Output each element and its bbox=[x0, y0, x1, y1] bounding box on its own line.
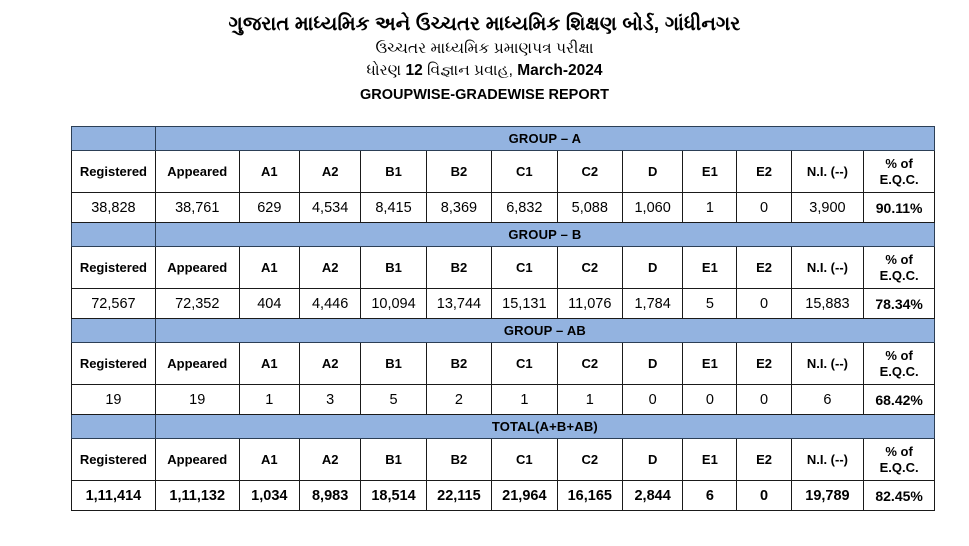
column-header-1: Appeared bbox=[155, 151, 239, 193]
group-banner-spacer bbox=[72, 223, 156, 247]
column-header-3: A2 bbox=[299, 151, 360, 193]
page-title: ગુજરાત માધ્યમિક અને ઉચ્ચતર માધ્યમિક શિક્ષણ બોર્ડ, ગાંધીનગર bbox=[228, 13, 741, 35]
eqc-line-2: E.Q.C. bbox=[879, 267, 919, 283]
column-header-7: C2 bbox=[557, 343, 622, 385]
column-header-9: E1 bbox=[683, 343, 737, 385]
cell-b1: 18,514 bbox=[361, 481, 426, 511]
column-header-3: A2 bbox=[299, 343, 360, 385]
eqc-line-1: % of bbox=[885, 348, 913, 364]
column-header-1: Appeared bbox=[155, 343, 239, 385]
cell-e2: 0 bbox=[737, 385, 791, 415]
page-subtitle-standard bbox=[0, 61, 969, 82]
column-header-3: A2 bbox=[299, 247, 360, 289]
cell-c1: 6,832 bbox=[492, 193, 557, 223]
cell-b2: 2 bbox=[426, 385, 491, 415]
column-header-eqc bbox=[864, 247, 935, 289]
stream-label: વિજ્ઞાન પ્રવાહ, bbox=[422, 62, 518, 80]
column-header-6: C1 bbox=[492, 343, 557, 385]
column-header-6: C1 bbox=[492, 247, 557, 289]
cell-percent-eqc: 82.45% bbox=[864, 481, 935, 511]
column-header-6: C1 bbox=[492, 439, 557, 481]
page-header bbox=[0, 0, 969, 106]
cell-c2: 16,165 bbox=[557, 481, 622, 511]
cell-registered: 1,11,414 bbox=[72, 481, 156, 511]
eqc-line-1: % of bbox=[885, 252, 913, 268]
cell-a1: 1,034 bbox=[239, 481, 299, 511]
column-header-10: E2 bbox=[737, 151, 791, 193]
column-header-8: D bbox=[622, 247, 682, 289]
column-header-11: N.I. (--) bbox=[791, 151, 864, 193]
group-banner-spacer bbox=[72, 415, 156, 439]
cell-c1: 15,131 bbox=[492, 289, 557, 319]
group-banner-label: GROUP – AB bbox=[155, 319, 934, 343]
cell-b1: 5 bbox=[361, 385, 426, 415]
column-header-8: D bbox=[622, 343, 682, 385]
column-header-row bbox=[72, 343, 935, 385]
cell-a2: 3 bbox=[299, 385, 360, 415]
column-header-4: B1 bbox=[361, 343, 426, 385]
cell-appeared: 1,11,132 bbox=[155, 481, 239, 511]
table-row bbox=[72, 481, 935, 511]
column-header-9: E1 bbox=[683, 439, 737, 481]
column-header-row bbox=[72, 247, 935, 289]
group-banner-row bbox=[72, 319, 935, 343]
column-header-4: B1 bbox=[361, 439, 426, 481]
report-type-title: GROUPWISE-GRADEWISE REPORT bbox=[360, 87, 609, 104]
column-header-row bbox=[72, 439, 935, 481]
eqc-line-2: E.Q.C. bbox=[879, 171, 919, 187]
table-row bbox=[72, 385, 935, 415]
column-header-5: B2 bbox=[426, 343, 491, 385]
cell-e1: 5 bbox=[683, 289, 737, 319]
cell-a2: 8,983 bbox=[299, 481, 360, 511]
cell-b2: 8,369 bbox=[426, 193, 491, 223]
column-header-11: N.I. (--) bbox=[791, 439, 864, 481]
cell-a2: 4,534 bbox=[299, 193, 360, 223]
eqc-line-1: % of bbox=[885, 156, 913, 172]
report-table-container bbox=[71, 126, 935, 511]
column-header-8: D bbox=[622, 439, 682, 481]
column-header-0: Registered bbox=[72, 247, 156, 289]
column-header-1: Appeared bbox=[155, 247, 239, 289]
column-header-3: A2 bbox=[299, 439, 360, 481]
cell-b2: 22,115 bbox=[426, 481, 491, 511]
cell-d: 1,784 bbox=[622, 289, 682, 319]
column-header-5: B2 bbox=[426, 247, 491, 289]
column-header-row bbox=[72, 151, 935, 193]
table-row bbox=[72, 289, 935, 319]
cell-n-i: 19,789 bbox=[791, 481, 864, 511]
cell-a1: 1 bbox=[239, 385, 299, 415]
cell-d: 0 bbox=[622, 385, 682, 415]
column-header-0: Registered bbox=[72, 151, 156, 193]
group-banner-spacer bbox=[72, 127, 156, 151]
cell-e2: 0 bbox=[737, 289, 791, 319]
cell-percent-eqc: 90.11% bbox=[864, 193, 935, 223]
group-banner-row bbox=[72, 415, 935, 439]
cell-e1: 6 bbox=[683, 481, 737, 511]
cell-b2: 13,744 bbox=[426, 289, 491, 319]
cell-c2: 1 bbox=[557, 385, 622, 415]
table-row bbox=[72, 193, 935, 223]
eqc-line-2: E.Q.C. bbox=[879, 363, 919, 379]
cell-n-i: 3,900 bbox=[791, 193, 864, 223]
cell-b1: 10,094 bbox=[361, 289, 426, 319]
column-header-2: A1 bbox=[239, 343, 299, 385]
cell-e1: 1 bbox=[683, 193, 737, 223]
column-header-5: B2 bbox=[426, 151, 491, 193]
column-header-6: C1 bbox=[492, 151, 557, 193]
standard-number: 12 bbox=[405, 62, 423, 80]
cell-c2: 5,088 bbox=[557, 193, 622, 223]
column-header-10: E2 bbox=[737, 247, 791, 289]
column-header-7: C2 bbox=[557, 151, 622, 193]
cell-n-i: 6 bbox=[791, 385, 864, 415]
column-header-8: D bbox=[622, 151, 682, 193]
cell-c1: 21,964 bbox=[492, 481, 557, 511]
group-banner-label: GROUP – B bbox=[155, 223, 934, 247]
groupwise-gradewise-table bbox=[71, 126, 935, 511]
column-header-10: E2 bbox=[737, 343, 791, 385]
cell-a1: 404 bbox=[239, 289, 299, 319]
cell-e2: 0 bbox=[737, 193, 791, 223]
column-header-eqc bbox=[864, 151, 935, 193]
column-header-0: Registered bbox=[72, 439, 156, 481]
cell-registered: 38,828 bbox=[72, 193, 156, 223]
column-header-1: Appeared bbox=[155, 439, 239, 481]
cell-e1: 0 bbox=[683, 385, 737, 415]
column-header-7: C2 bbox=[557, 247, 622, 289]
cell-appeared: 72,352 bbox=[155, 289, 239, 319]
cell-registered: 19 bbox=[72, 385, 156, 415]
column-header-5: B2 bbox=[426, 439, 491, 481]
column-header-2: A1 bbox=[239, 247, 299, 289]
cell-b1: 8,415 bbox=[361, 193, 426, 223]
page-subtitle-exam: ઉચ્ચતર માધ્યમિક પ્રમાણપત્ર પરીક્ષા bbox=[375, 40, 594, 58]
cell-c2: 11,076 bbox=[557, 289, 622, 319]
column-header-4: B1 bbox=[361, 151, 426, 193]
column-header-eqc bbox=[864, 343, 935, 385]
column-header-9: E1 bbox=[683, 151, 737, 193]
column-header-10: E2 bbox=[737, 439, 791, 481]
column-header-7: C2 bbox=[557, 439, 622, 481]
column-header-9: E1 bbox=[683, 247, 737, 289]
group-banner-label: TOTAL(A+B+AB) bbox=[155, 415, 934, 439]
cell-n-i: 15,883 bbox=[791, 289, 864, 319]
cell-d: 1,060 bbox=[622, 193, 682, 223]
column-header-11: N.I. (--) bbox=[791, 247, 864, 289]
eqc-line-1: % of bbox=[885, 444, 913, 460]
cell-percent-eqc: 68.42% bbox=[864, 385, 935, 415]
group-banner-spacer bbox=[72, 319, 156, 343]
cell-percent-eqc: 78.34% bbox=[864, 289, 935, 319]
cell-d: 2,844 bbox=[622, 481, 682, 511]
cell-a2: 4,446 bbox=[299, 289, 360, 319]
exam-month-year: March-2024 bbox=[517, 62, 603, 80]
column-header-eqc bbox=[864, 439, 935, 481]
column-header-0: Registered bbox=[72, 343, 156, 385]
cell-a1: 629 bbox=[239, 193, 299, 223]
column-header-2: A1 bbox=[239, 439, 299, 481]
group-banner-row bbox=[72, 127, 935, 151]
standard-prefix: ધોરણ bbox=[366, 62, 406, 80]
cell-appeared: 38,761 bbox=[155, 193, 239, 223]
group-banner-row bbox=[72, 223, 935, 247]
eqc-line-2: E.Q.C. bbox=[879, 459, 919, 475]
column-header-11: N.I. (--) bbox=[791, 343, 864, 385]
column-header-2: A1 bbox=[239, 151, 299, 193]
cell-appeared: 19 bbox=[155, 385, 239, 415]
group-banner-label: GROUP – A bbox=[155, 127, 934, 151]
cell-registered: 72,567 bbox=[72, 289, 156, 319]
cell-c1: 1 bbox=[492, 385, 557, 415]
cell-e2: 0 bbox=[737, 481, 791, 511]
column-header-4: B1 bbox=[361, 247, 426, 289]
